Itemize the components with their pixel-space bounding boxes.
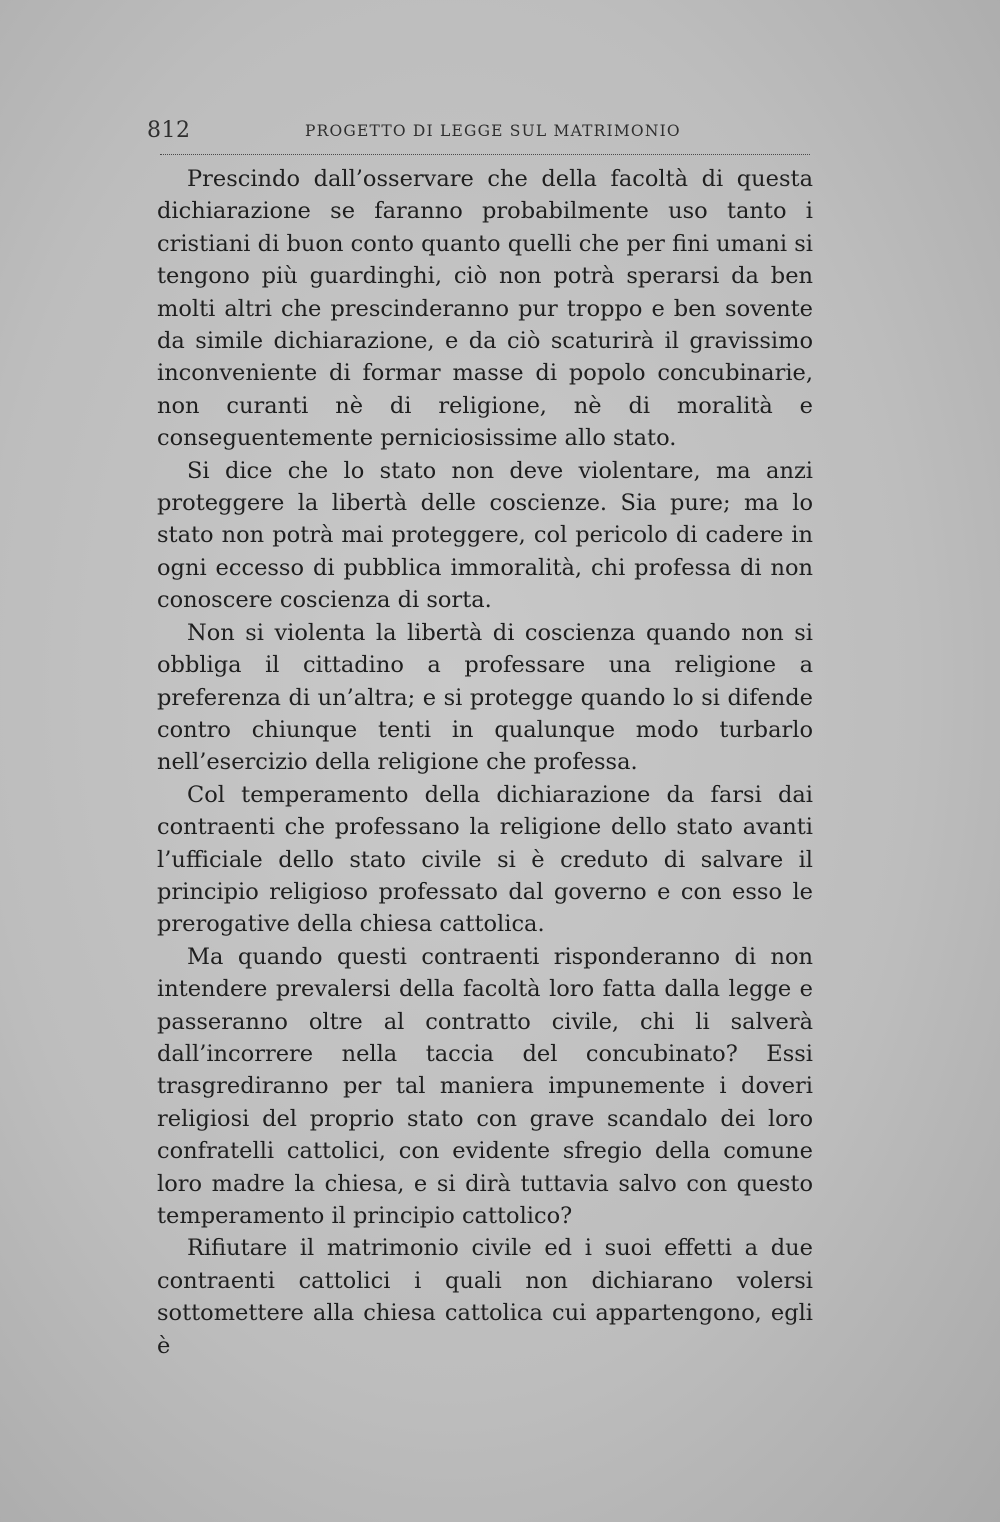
body-text [157,163,813,1362]
paragraph: Rifiutare il matrimonio civile ed i suoi effetti a due contraenti cattolici i quali non dichiarano volersi sottomettere alla chiesa cattolica cui appartengono, egli è [157,1235,813,1359]
header-rule [160,154,810,155]
page-number: 812 [147,118,191,143]
paragraph: Col temperamento della dichiarazione da farsi dai contraenti che professano la religione dello stato avanti l’ufficiale dello stato civile si è creduto di salvare il principio religioso professato dal governo e con esso le prerogative della chiesa cattolica. [157,781,813,938]
paragraph: Si dice che lo stato non deve violentare, ma anzi proteggere la libertà delle coscienze. Sia pure; ma lo stato non potrà mai proteggere, col pericolo di cadere in ogni eccesso di pubblica immoralità, chi professa di non conoscere coscienza di sorta. [157,457,813,614]
running-title: PROGETTO DI LEGGE SUL MATRIMONIO [305,122,681,140]
paragraph: Prescindo dall’osservare che della facoltà di questa dichiarazione se faranno probabilmente uso tanto i cristiani di buon conto quanto quelli che per fini umani si tengono più guardinghi, ciò non potrà sperarsi da ben molti altri che prescinderanno pur troppo e ben sovente da simile dichiarazione, e da ciò scaturirà il gravissimo inconveniente di formar masse di popolo concubinarie, non curanti nè di religione, nè di moralità e conseguentemente perniciosissime allo stato. [157,166,813,452]
running-head [147,112,812,152]
paragraph: Ma quando questi contraenti risponderanno di non intendere prevalersi della facoltà loro fatta dalla legge e passeranno oltre al contratto civile, chi li salverà dall’incorrere nella taccia del concubinato? Essi trasgrediranno per tal maniera impunemente i doveri religiosi del proprio stato con grave scandalo dei loro confratelli cattolici, con evidente sfregio della comune loro madre la chiesa, e si dirà tuttavia salvo con questo temperamento il principio cattolico? [157,943,813,1229]
paragraph: Non si violenta la libertà di coscienza quando non si obbliga il cittadino a professare una religione a preferenza di un’altra; e si protegge quando lo si difende contro chiunque tenti in qualunque modo turbarlo nell’esercizio della religione che professa. [157,619,813,776]
